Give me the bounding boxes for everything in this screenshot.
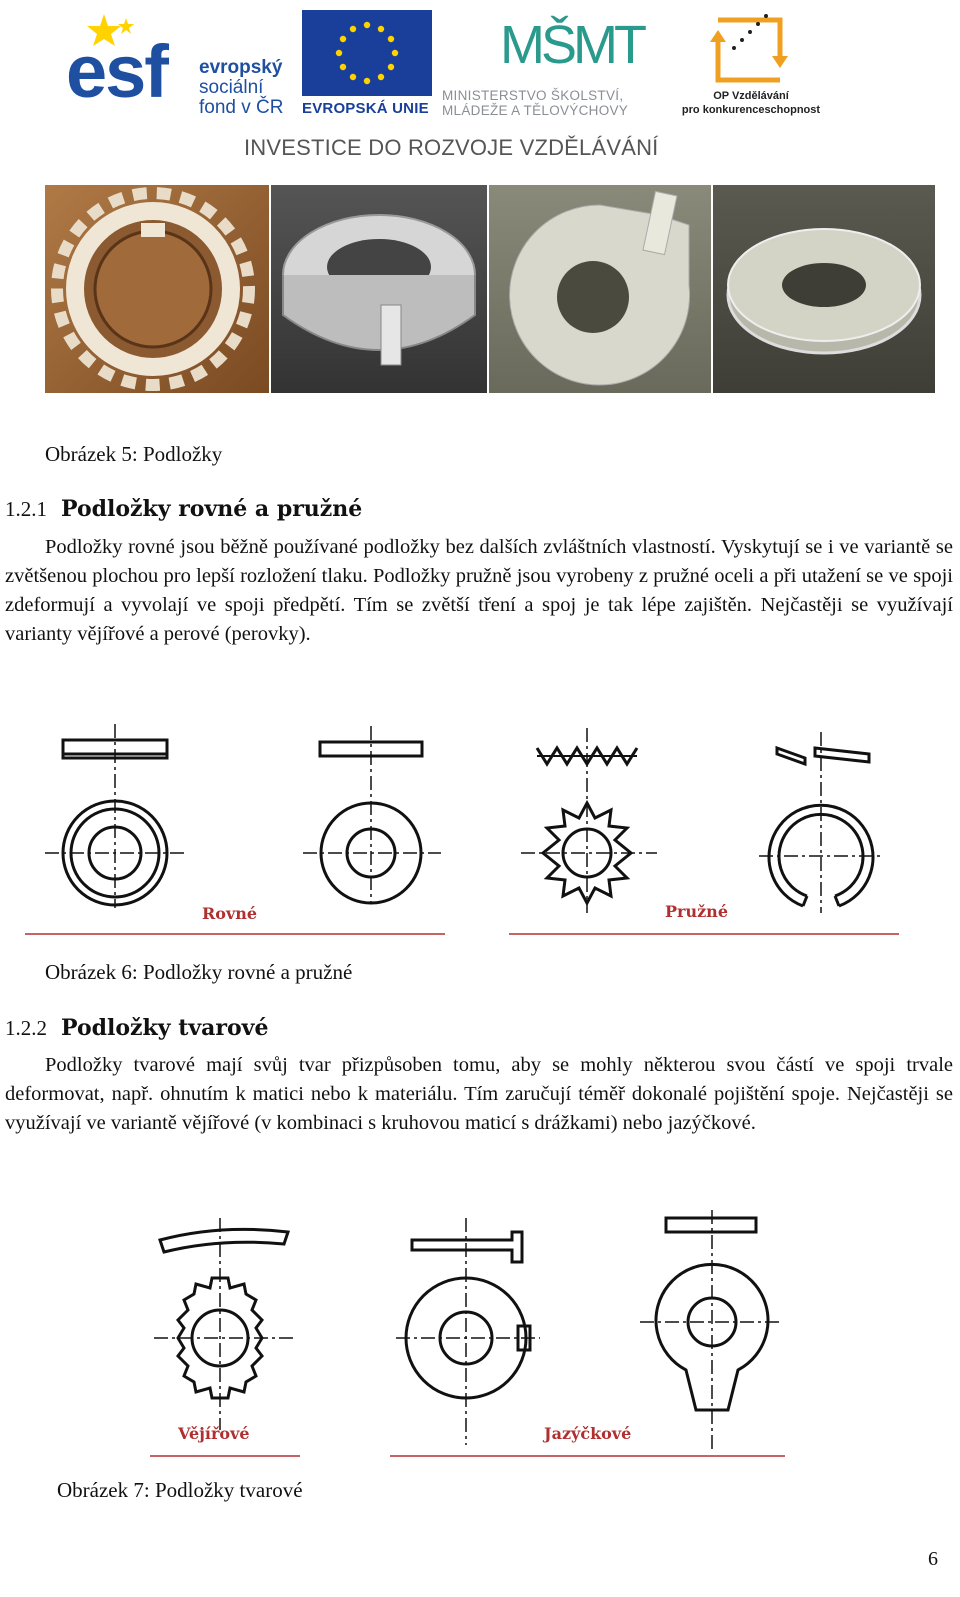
msmt-line-1: MINISTERSTVO ŠKOLSTVÍ, — [442, 88, 624, 103]
photo-flat-washer — [713, 185, 935, 393]
figure-7-drawing-tab — [390, 1210, 785, 1470]
msmt-line-2: MLÁDEŽE A TĚLOVÝCHOVY — [442, 103, 629, 118]
section-2-number: 1.2.2 — [5, 1016, 47, 1040]
esf-line-2: sociální — [199, 77, 264, 98]
figure-6-drawing-flat — [25, 718, 445, 938]
spring-washer-image — [271, 185, 487, 393]
op-logo — [676, 8, 826, 120]
tab-lock-washer-image — [489, 185, 711, 393]
eu-label: EVROPSKÁ UNIE — [302, 100, 429, 117]
esf-wordmark: esf — [66, 30, 167, 113]
eu-stars-icon — [302, 10, 432, 96]
tab-washer-image — [45, 185, 269, 393]
msmt-logo — [442, 8, 672, 120]
header-tagline: INVESTICE DO ROZVOJE VZDĚLÁVÁNÍ — [244, 135, 659, 160]
section-1-heading — [5, 496, 362, 522]
eu-flag — [302, 10, 432, 96]
figure-6-label-spring: Pružné — [665, 902, 728, 921]
op-line-1: OP Vzdělávání — [713, 90, 789, 102]
esf-logo — [66, 10, 296, 120]
section-2-heading — [5, 1015, 268, 1041]
photo-tab-washer — [45, 185, 269, 393]
op-line-2: pro konkurenceschopnost — [681, 104, 821, 116]
figure-5-caption: Obrázek 5: Podložky — [45, 442, 223, 466]
figure-7-label-fan: Vějířové — [178, 1424, 250, 1443]
section-2-title: Podložky tvarové — [61, 1015, 269, 1041]
flat-washer-image — [713, 185, 935, 393]
section-1-title: Podložky rovné a pružné — [61, 496, 363, 522]
page-number: 6 — [928, 1548, 938, 1570]
figure-7-drawing-fan — [150, 1210, 300, 1470]
msmt-mark: MŠMT — [500, 15, 643, 75]
esf-line-3: fond v ČR — [199, 97, 284, 118]
photo-tab-lock-washer — [489, 185, 711, 393]
figure-6-label-flat: Rovné — [202, 904, 258, 923]
photo-spring-washer — [271, 185, 487, 393]
figure-6-caption: Obrázek 6: Podložky rovné a pružné — [45, 960, 353, 984]
figure-7-caption: Obrázek 7: Podložky tvarové — [57, 1478, 303, 1502]
esf-line-1: evropský — [199, 57, 283, 78]
section-2-paragraph: Podložky tvarové mají svůj tvar přizpůsoben tomu, aby se mohly některou svou částí ve spoji trvale deformovat, např. ohnutím k matici nebo k materiálu. Tím zaručují téměř dokonalé pojištění spoje. Nejčastěji se využívají ve variantě vějířové (v kombinaci s kruhovou maticí s drážkami) nebo jazýčkové. — [5, 1054, 953, 1134]
figure-6-drawing-spring — [509, 718, 899, 938]
figure-7-label-tab: Jazýčkové — [544, 1424, 632, 1443]
section-1-paragraph: Podložky rovné jsou běžně používané podložky bez dalších zvláštních vlastností. Vyskytují se i ve variantě se zvětšenou plochou pro lepší rozložení tlaku. Podložky pružně jsou vyrobeny z pružné oceli a při utažení se ve spoji zdeformují a vyvolají ve spoji předpětí. Tím se zvětší tření a spoj je tak lépe zajištěn. Nejčastěji se využívají varianty vějířové a perové (perovky). — [5, 536, 953, 645]
section-1-number: 1.2.1 — [5, 497, 47, 521]
op-arrows-icon — [710, 8, 800, 88]
eu-logo — [302, 10, 432, 118]
